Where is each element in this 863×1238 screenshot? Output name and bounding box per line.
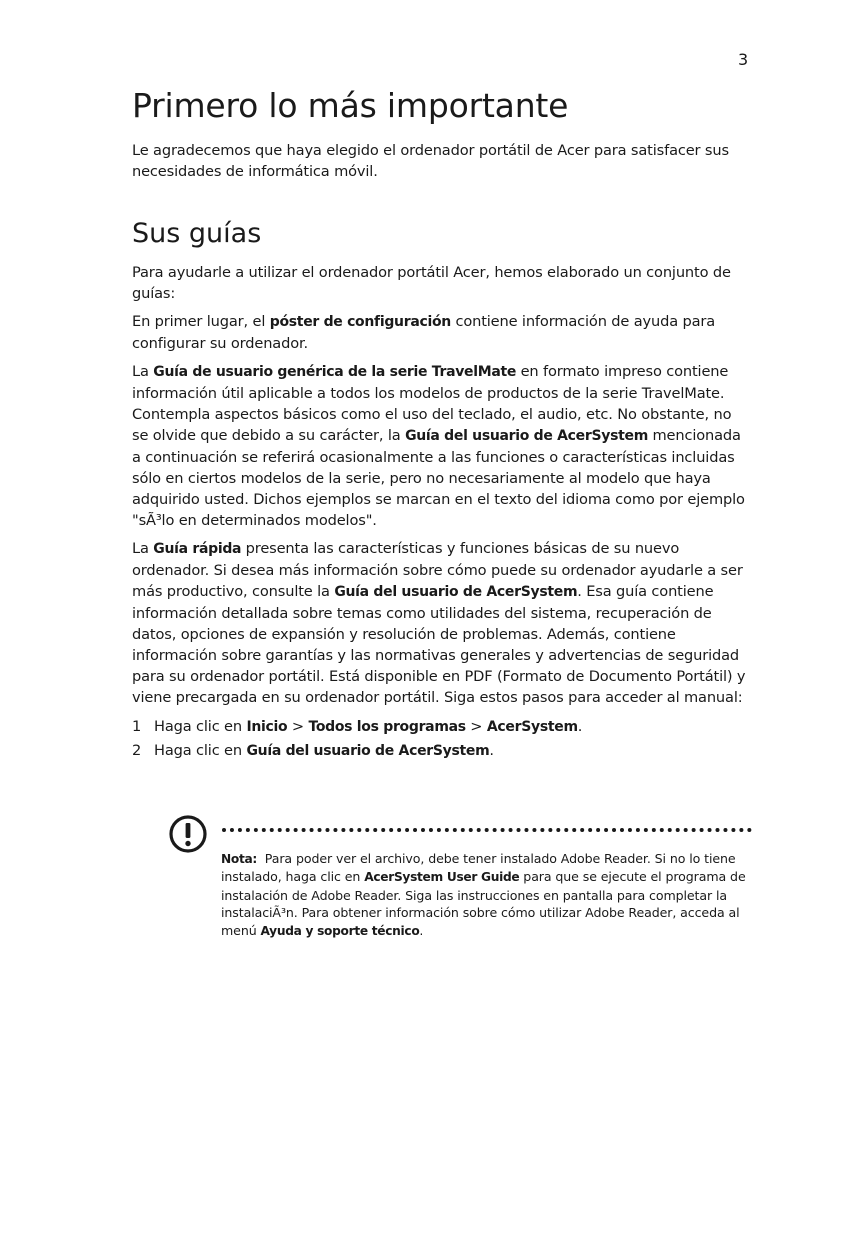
section-title: Sus guías: [132, 218, 262, 249]
paragraph-generic-guide: La Guía de usuario genérica de la serie TravelMate en formato impreso contiene información útil aplicable a todos los modelos de productos de la serie TravelMate. Contempla aspectos básicos como el uso del teclado, el audio, etc. No obstante, no se olvide que debido a su carácter, la Guía del usuario de AcerSystem mencionada a continuación se referirá ocasionalmente a las funciones o características incluidas sólo en ciertos modelos de la serie, pero no necesariamente al modelo que haya adquirido usted. Dichos ejemplos se marcan en el texto del idioma como por ejemplo "sÃ³lo en determinados modelos".: [132, 363, 745, 529]
steps-list: [132, 715, 752, 763]
acersystem-guide-term: Guía del usuario de AcerSystem: [405, 428, 648, 444]
note-box: [168, 812, 758, 942]
list-item: 1 Haga clic en Inicio > Todos los programas > AcerSystem.: [132, 718, 583, 735]
setup-poster-term: póster de configuración: [269, 314, 451, 330]
list-item: 2 Haga clic en Guía del usuario de AcerSystem.: [132, 742, 494, 759]
caution-icon: [168, 814, 208, 854]
acersystem-guide-term: Guía del usuario de AcerSystem: [334, 584, 578, 600]
page-title: Primero lo más importante: [132, 86, 569, 125]
paragraph-setup-poster: En primer lugar, el póster de configuración contiene información de ayuda para configurar su ordenador.: [132, 313, 716, 352]
note-divider: [222, 828, 752, 832]
paragraph-quick-guide: La Guía rápida presenta las características y funciones básicas de su nuevo ordenador. Si desea más información sobre cómo puede su ordenador ayudarle a ser más productivo, consulte la Guía del usuario de AcerSystem. Esa guía contiene información detallada sobre temas como utilidades del sistema, recuperación de datos, opciones de expansión y resolución de problemas. Además, contiene información sobre garantías y las normativas generales y advertencias de seguridad para su ordenador portátil. Está disponible en PDF (Formato de Documento Portátil) y viene precargada en su ordenador portátil. Siga estos pasos para acceder al manual:: [132, 540, 746, 706]
paragraph-guides-intro: Para ayudarle a utilizar el ordenador portátil Acer, hemos elaborado un conjunto de guías:: [132, 264, 731, 302]
generic-guide-term: Guía de usuario genérica de la serie TravelMate: [153, 364, 517, 380]
page-number: 3: [738, 50, 749, 69]
quick-guide-term: Guía rápida: [153, 541, 242, 557]
intro-paragraph: Le agradecemos que haya elegido el ordenador portátil de Acer para satisfacer sus necesidades de informática móvil.: [132, 142, 729, 180]
note-label: Nota:: [221, 852, 257, 866]
note-text: Nota: Para poder ver el archivo, debe tener instalado Adobe Reader. Si no lo tiene instalado, haga clic en AcerSystem User Guide para que se ejecute el programa de instalación de Adobe Reader. Siga las instrucciones en pantalla para completar la instalaciÃ³n. Para obtener información sobre cómo utilizar Adobe Reader, acceda al menú Ayuda y soporte técnico.: [221, 851, 746, 938]
main-content: [132, 84, 752, 763]
